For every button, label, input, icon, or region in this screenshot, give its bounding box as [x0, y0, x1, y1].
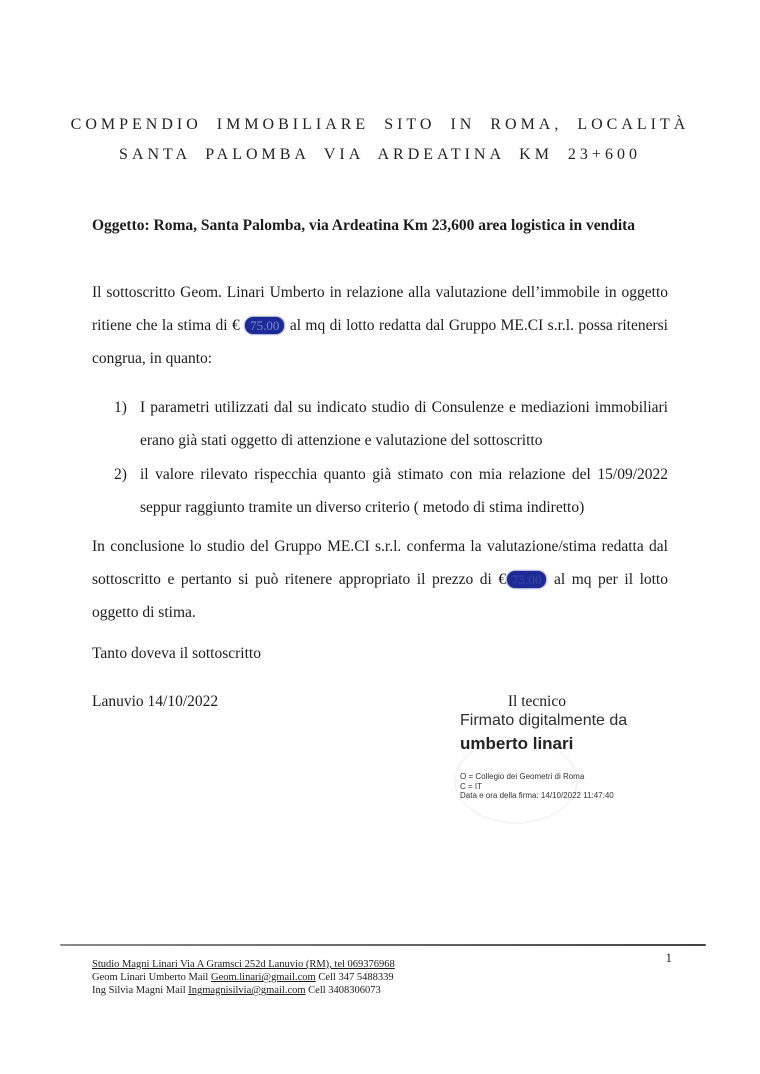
email-link-magni: Ingmagnisilvia@gmail.com [188, 985, 306, 996]
document-title-line2: SANTA PALOMBA VIA ARDEATINA KM 23+600 [119, 146, 641, 163]
email-link-linari: Geom.linari@gmail.com [210, 972, 316, 983]
digital-signature-block [460, 710, 700, 801]
numbered-list [92, 391, 668, 525]
signature-statement: Firmato digitalmente da [460, 712, 628, 729]
document-body [0, 216, 760, 711]
paragraph-conclusion [92, 530, 668, 629]
document-title-line1: COMPENDIO IMMOBILIARE SITO IN ROMA, LOCALITÀ [70, 116, 690, 133]
date-signature-row [92, 693, 668, 711]
footer-contact-linari-label: Geom Linari Umberto Mail [92, 972, 211, 983]
list-item-number: 1) [114, 398, 127, 416]
document-title [0, 0, 760, 170]
footer-contact-magni-label: Ing Silvia Magni Mail [92, 985, 189, 996]
signature-detail-datetime: Data e ora della firma: 14/10/2022 11:47:40 [460, 791, 614, 800]
list-item [92, 458, 668, 525]
list-item-text: il valore rilevato rispecchia quanto già stimato con mia relazione del 15/09/2022 seppur raggiunto tramite un diverso criterio ( metodo di stima indiretto) [140, 465, 668, 516]
redaction-mark-price-1: 75.00 [245, 317, 284, 334]
list-item-text: I parametri utilizzati dal su indicato studio di Consulenze e mediazioni immobiliari erano già stati oggetto di attenzione e valutazione del sottoscritto [140, 398, 668, 449]
signature-details [460, 772, 700, 801]
list-item-number: 2) [114, 465, 127, 483]
paragraph-valuation-text-before: Il sottoscritto Geom. Linari Umberto in relazione alla valutazione dell’immobile in oggetto ritiene che la stima di € [92, 284, 668, 334]
paragraph-conclusion-text-after: al mq per il lotto oggetto di stima. [92, 570, 668, 621]
footer-contact-linari [92, 971, 760, 984]
list-item [92, 391, 668, 458]
signature-name: umberto linari [460, 734, 574, 753]
signature-detail-country: C = IT [460, 781, 483, 791]
footer-divider [60, 944, 706, 946]
place-date: Lanuvio 14/10/2022 [92, 692, 219, 710]
page-number: 1 [665, 950, 672, 965]
footer-contact-magni [92, 984, 760, 997]
footer-contact-linari-cell: Cell 347 5488339 [315, 972, 394, 983]
paragraph-conclusion-text-before: In conclusione lo studio del Gruppo ME.CI s.r.l. conferma la valutazione/stima redatta dal sottoscritto e pertanto si può ritenere appropriato il prezzo di € [92, 537, 668, 588]
redaction-mark-price-2: 75.00 [507, 571, 546, 588]
footer-contact-magni-cell: Cell 3408306073 [305, 985, 381, 996]
signature-detail-organization: O = Collegio dei Geometri di Roma [460, 772, 585, 781]
footer-studio-line: Studio Magni Linari Via A Gramsci 252d Lanuvio (RM), tel 069376968 [92, 959, 395, 970]
page-footer [0, 944, 760, 997]
paragraph-valuation [92, 276, 668, 375]
paragraph-valuation-text-after: al mq di lotto redatta dal Gruppo ME.CI s.r.l. possa ritenersi congrua, in quanto: [92, 317, 668, 367]
signer-role: Il tecnico [507, 692, 566, 710]
closing-line: Tanto doveva il sottoscritto [92, 644, 261, 662]
subject-line: Oggetto: Roma, Santa Palomba, via Ardeatina Km 23,600 area logistica in vendita [92, 217, 636, 234]
footer-contacts [92, 958, 760, 997]
